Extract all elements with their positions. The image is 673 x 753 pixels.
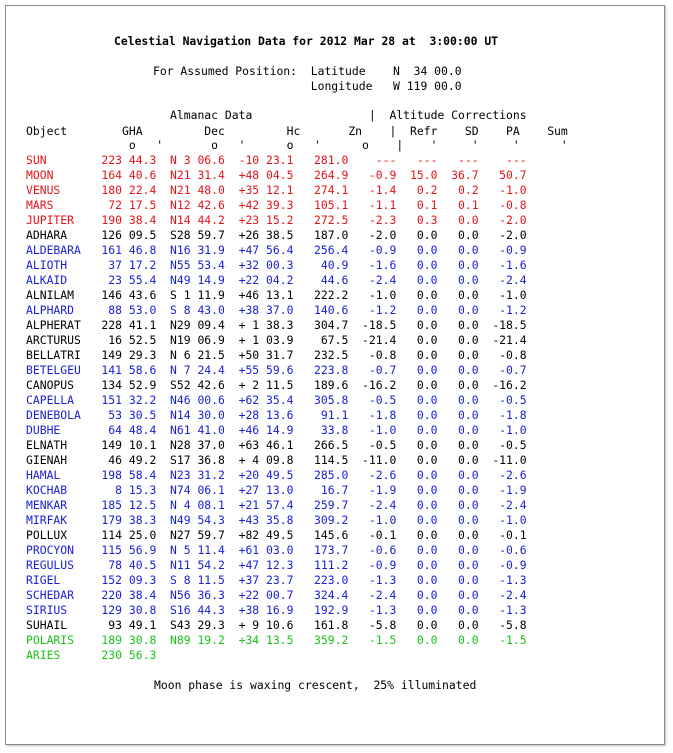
table-row: POLLUX 114 25.0 N27 59.7 +82 49.5 145.6 -0.1 0.0 0.0 -0.1 [26,528,527,542]
table-row: MARS 72 17.5 N12 42.6 +42 39.3 105.1 -1.1 0.1 0.1 -0.8 [26,198,527,212]
assumed-position-longitude: Longitude W 119 00.0 [153,79,462,93]
table-row: CAPELLA 151 32.2 N46 00.6 +62 35.4 305.8 -0.5 0.0 0.0 -0.5 [26,393,527,407]
table-row: VENUS 180 22.4 N21 48.0 +35 12.1 274.1 -1.4 0.2 0.2 -1.0 [26,183,527,197]
table-row: ARIES 230 56.3 [26,648,157,662]
table-row: HAMAL 198 58.4 N23 31.2 +20 49.5 285.0 -2.6 0.0 0.0 -2.6 [26,468,527,482]
table-row: DENEBOLA 53 30.5 N14 30.0 +28 13.6 91.1 -1.8 0.0 0.0 -1.8 [26,408,527,422]
table-row: RIGEL 152 09.3 S 8 11.5 +37 23.7 223.0 -1.3 0.0 0.0 -1.3 [26,573,527,587]
table-row: ALNILAM 146 43.6 S 1 11.9 +46 13.1 222.2 -1.0 0.0 0.0 -1.0 [26,288,527,302]
units-header-row: o ' o ' o ' o | ' ' ' ' [26,138,568,152]
assumed-position-latitude: For Assumed Position: Latitude N 34 00.0 [153,64,462,78]
table-row: KOCHAB 8 15.3 N74 06.1 +27 13.0 16.7 -1.9 0.0 0.0 -1.9 [26,483,527,497]
table-row: PROCYON 115 56.9 N 5 11.4 +61 03.0 173.7 -0.6 0.0 0.0 -0.6 [26,543,527,557]
table-row: DUBHE 64 48.4 N61 41.0 +46 14.9 33.8 -1.0 0.0 0.0 -1.0 [26,423,527,437]
table-row: ALKAID 23 55.4 N49 14.9 +22 04.2 44.6 -2.4 0.0 0.0 -2.4 [26,273,527,287]
table-row: SCHEDAR 220 38.4 N56 36.3 +22 00.7 324.4 -2.4 0.0 0.0 -2.4 [26,588,527,602]
report-title: Celestial Navigation Data for 2012 Mar 28 at 3:00:00 UT [114,34,499,48]
table-row: ALPHERAT 228 41.1 N29 09.4 + 1 38.3 304.7 -18.5 0.0 0.0 -18.5 [26,318,527,332]
table-row: POLARIS 189 30.8 N89 19.2 +34 13.5 359.2 -1.5 0.0 0.0 -1.5 [26,633,527,647]
table-row: CANOPUS 134 52.9 S52 42.6 + 2 11.5 189.6 -16.2 0.0 0.0 -16.2 [26,378,527,392]
table-row: ALIOTH 37 17.2 N55 53.4 +32 00.3 40.9 -1.6 0.0 0.0 -1.6 [26,258,527,272]
table-row: SUN 223 44.3 N 3 06.6 -10 23.1 281.0 --- --- --- --- [26,153,527,167]
table-row: ADHARA 126 09.5 S28 59.7 +26 38.5 187.0 -2.0 0.0 0.0 -2.0 [26,228,527,242]
table-row: MIRFAK 179 38.3 N49 54.3 +43 35.8 309.2 -1.0 0.0 0.0 -1.0 [26,513,527,527]
column-header-row: Object GHA Dec Hc Zn | Refr SD PA Sum [26,124,568,138]
table-row: MOON 164 40.6 N21 31.4 +48 04.5 264.9 -0.9 15.0 36.7 50.7 [26,168,527,182]
table-row: MENKAR 185 12.5 N 4 08.1 +21 57.4 259.7 -2.4 0.0 0.0 -2.4 [26,498,527,512]
table-row: JUPITER 190 38.4 N14 44.2 +23 15.2 272.5 -2.3 0.3 0.0 -2.0 [26,213,527,227]
table-row: GIENAH 46 49.2 S17 36.8 + 4 09.8 114.5 -11.0 0.0 0.0 -11.0 [26,453,527,467]
table-row: ARCTURUS 16 52.5 N19 06.9 + 1 03.9 67.5 -21.4 0.0 0.0 -21.4 [26,333,527,347]
table-row: ELNATH 149 10.1 N28 37.0 +63 46.1 266.5 -0.5 0.0 0.0 -0.5 [26,438,527,452]
table-row: REGULUS 78 40.5 N11 54.2 +47 12.3 111.2 -0.9 0.0 0.0 -0.9 [26,558,527,572]
table-row: ALDEBARA 161 46.8 N16 31.9 +47 56.4 256.4 -0.9 0.0 0.0 -0.9 [26,243,527,257]
table-row: SUHAIL 93 49.1 S43 29.3 + 9 10.6 161.8 -5.8 0.0 0.0 -5.8 [26,618,527,632]
table-row: SIRIUS 129 30.8 S16 44.3 +38 16.9 192.9 -1.3 0.0 0.0 -1.3 [26,603,527,617]
table-row: BETELGEU 141 58.6 N 7 24.4 +55 59.6 223.8 -0.7 0.0 0.0 -0.7 [26,363,527,377]
section-header-row: Almanac Data | Altitude Corrections [26,108,527,122]
navigation-data-table [26,153,527,663]
table-row: ALPHARD 88 53.0 S 8 43.0 +38 37.0 140.6 -1.2 0.0 0.0 -1.2 [26,303,527,317]
moon-phase-note: Moon phase is waxing crescent, 25% illuminated [154,678,477,692]
table-row: BELLATRI 149 29.3 N 6 21.5 +50 31.7 232.5 -0.8 0.0 0.0 -0.8 [26,348,527,362]
